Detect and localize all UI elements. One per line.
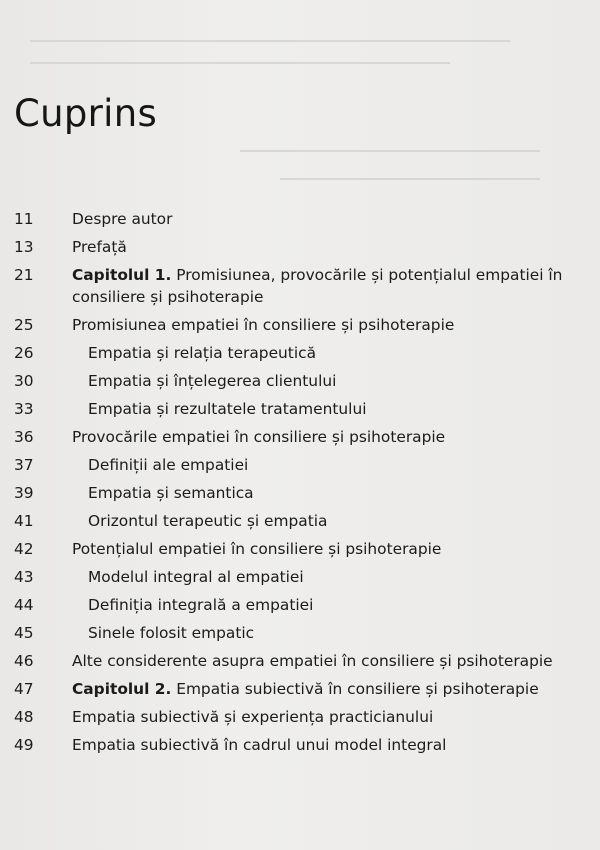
toc-page-number: 43 <box>14 568 34 586</box>
show-through-line <box>30 40 510 42</box>
toc-subentry <box>0 451 600 479</box>
toc-entry-title: Provocările empatiei în consiliere și psihoterapie <box>72 428 446 446</box>
toc-subentry <box>0 563 600 591</box>
toc-page-number: 37 <box>14 456 34 474</box>
toc-page-number: 44 <box>14 596 34 614</box>
toc-entry <box>0 731 600 759</box>
toc-page-number: 45 <box>14 624 34 642</box>
show-through-line <box>240 150 540 152</box>
toc-entry-title: Empatia subiectivă în cadrul unui model integral <box>72 736 447 754</box>
toc-page-number: 21 <box>14 266 34 284</box>
toc-entry <box>0 205 600 233</box>
toc-subentry <box>0 619 600 647</box>
toc-page-number: 48 <box>14 708 34 726</box>
toc-page-number: 39 <box>14 484 34 502</box>
toc-page-number: 11 <box>14 210 34 228</box>
toc-entry <box>0 535 600 563</box>
toc-entry-title: Orizontul terapeutic și empatia <box>88 512 328 530</box>
toc-entry-title: Modelul integral al empatiei <box>88 568 304 586</box>
toc-entry <box>0 233 600 261</box>
toc-entry <box>0 703 600 731</box>
toc-page-number: 46 <box>14 652 34 670</box>
toc-entry-title: Prefață <box>72 238 127 256</box>
toc-entry-title: Alte considerente asupra empatiei în consiliere și psihoterapie <box>72 652 553 670</box>
toc-entry <box>0 647 600 675</box>
toc-entry <box>0 423 600 451</box>
toc-entry-title: Empatia și semantica <box>88 484 254 502</box>
toc-page-number: 47 <box>14 680 34 698</box>
toc-chapter-title <box>72 678 539 700</box>
toc-page-number: 36 <box>14 428 34 446</box>
toc-page-number: 49 <box>14 736 34 754</box>
chapter-title-text: Promisiunea, provocările și potențialul empatiei în consiliere și psihoterapie <box>72 266 563 306</box>
toc-page-number: 42 <box>14 540 34 558</box>
toc-page-number: 13 <box>14 238 34 256</box>
toc-page-number: 41 <box>14 512 34 530</box>
table-of-contents <box>0 205 600 759</box>
page-title: Cuprins <box>14 92 158 135</box>
chapter-label: Capitolul 2. <box>72 680 172 698</box>
toc-subentry <box>0 339 600 367</box>
toc-entry-title: Empatia și rezultatele tratamentului <box>88 400 367 418</box>
toc-subentry <box>0 591 600 619</box>
toc-entry-title: Promisiunea empatiei în consiliere și psihoterapie <box>72 316 455 334</box>
toc-entry-title: Definiții ale empatiei <box>88 456 249 474</box>
toc-subentry <box>0 367 600 395</box>
toc-entry-title: Potențialul empatiei în consiliere și psihoterapie <box>72 540 442 558</box>
toc-chapter-entry <box>0 261 600 311</box>
chapter-title-text: Empatia subiectivă în consiliere și psihoterapie <box>171 680 539 698</box>
chapter-label: Capitolul 1. <box>72 266 172 284</box>
toc-entry-title: Empatia subiectivă și experiența practicianului <box>72 708 434 726</box>
toc-chapter-entry <box>0 675 600 703</box>
toc-entry-title: Definiția integrală a empatiei <box>88 596 314 614</box>
toc-page-number: 33 <box>14 400 34 418</box>
toc-subentry <box>0 507 600 535</box>
toc-entry-title: Despre autor <box>72 210 173 228</box>
toc-subentry <box>0 395 600 423</box>
toc-entry <box>0 311 600 339</box>
toc-chapter-title <box>72 264 592 308</box>
toc-subentry <box>0 479 600 507</box>
toc-page-number: 26 <box>14 344 34 362</box>
toc-page-number: 25 <box>14 316 34 334</box>
show-through-line <box>30 62 450 64</box>
show-through-line <box>280 178 540 180</box>
toc-entry-title: Empatia și relația terapeutică <box>88 344 316 362</box>
toc-entry-title: Sinele folosit empatic <box>88 624 255 642</box>
toc-page-number: 30 <box>14 372 34 390</box>
toc-entry-title: Empatia și înțelegerea clientului <box>88 372 337 390</box>
